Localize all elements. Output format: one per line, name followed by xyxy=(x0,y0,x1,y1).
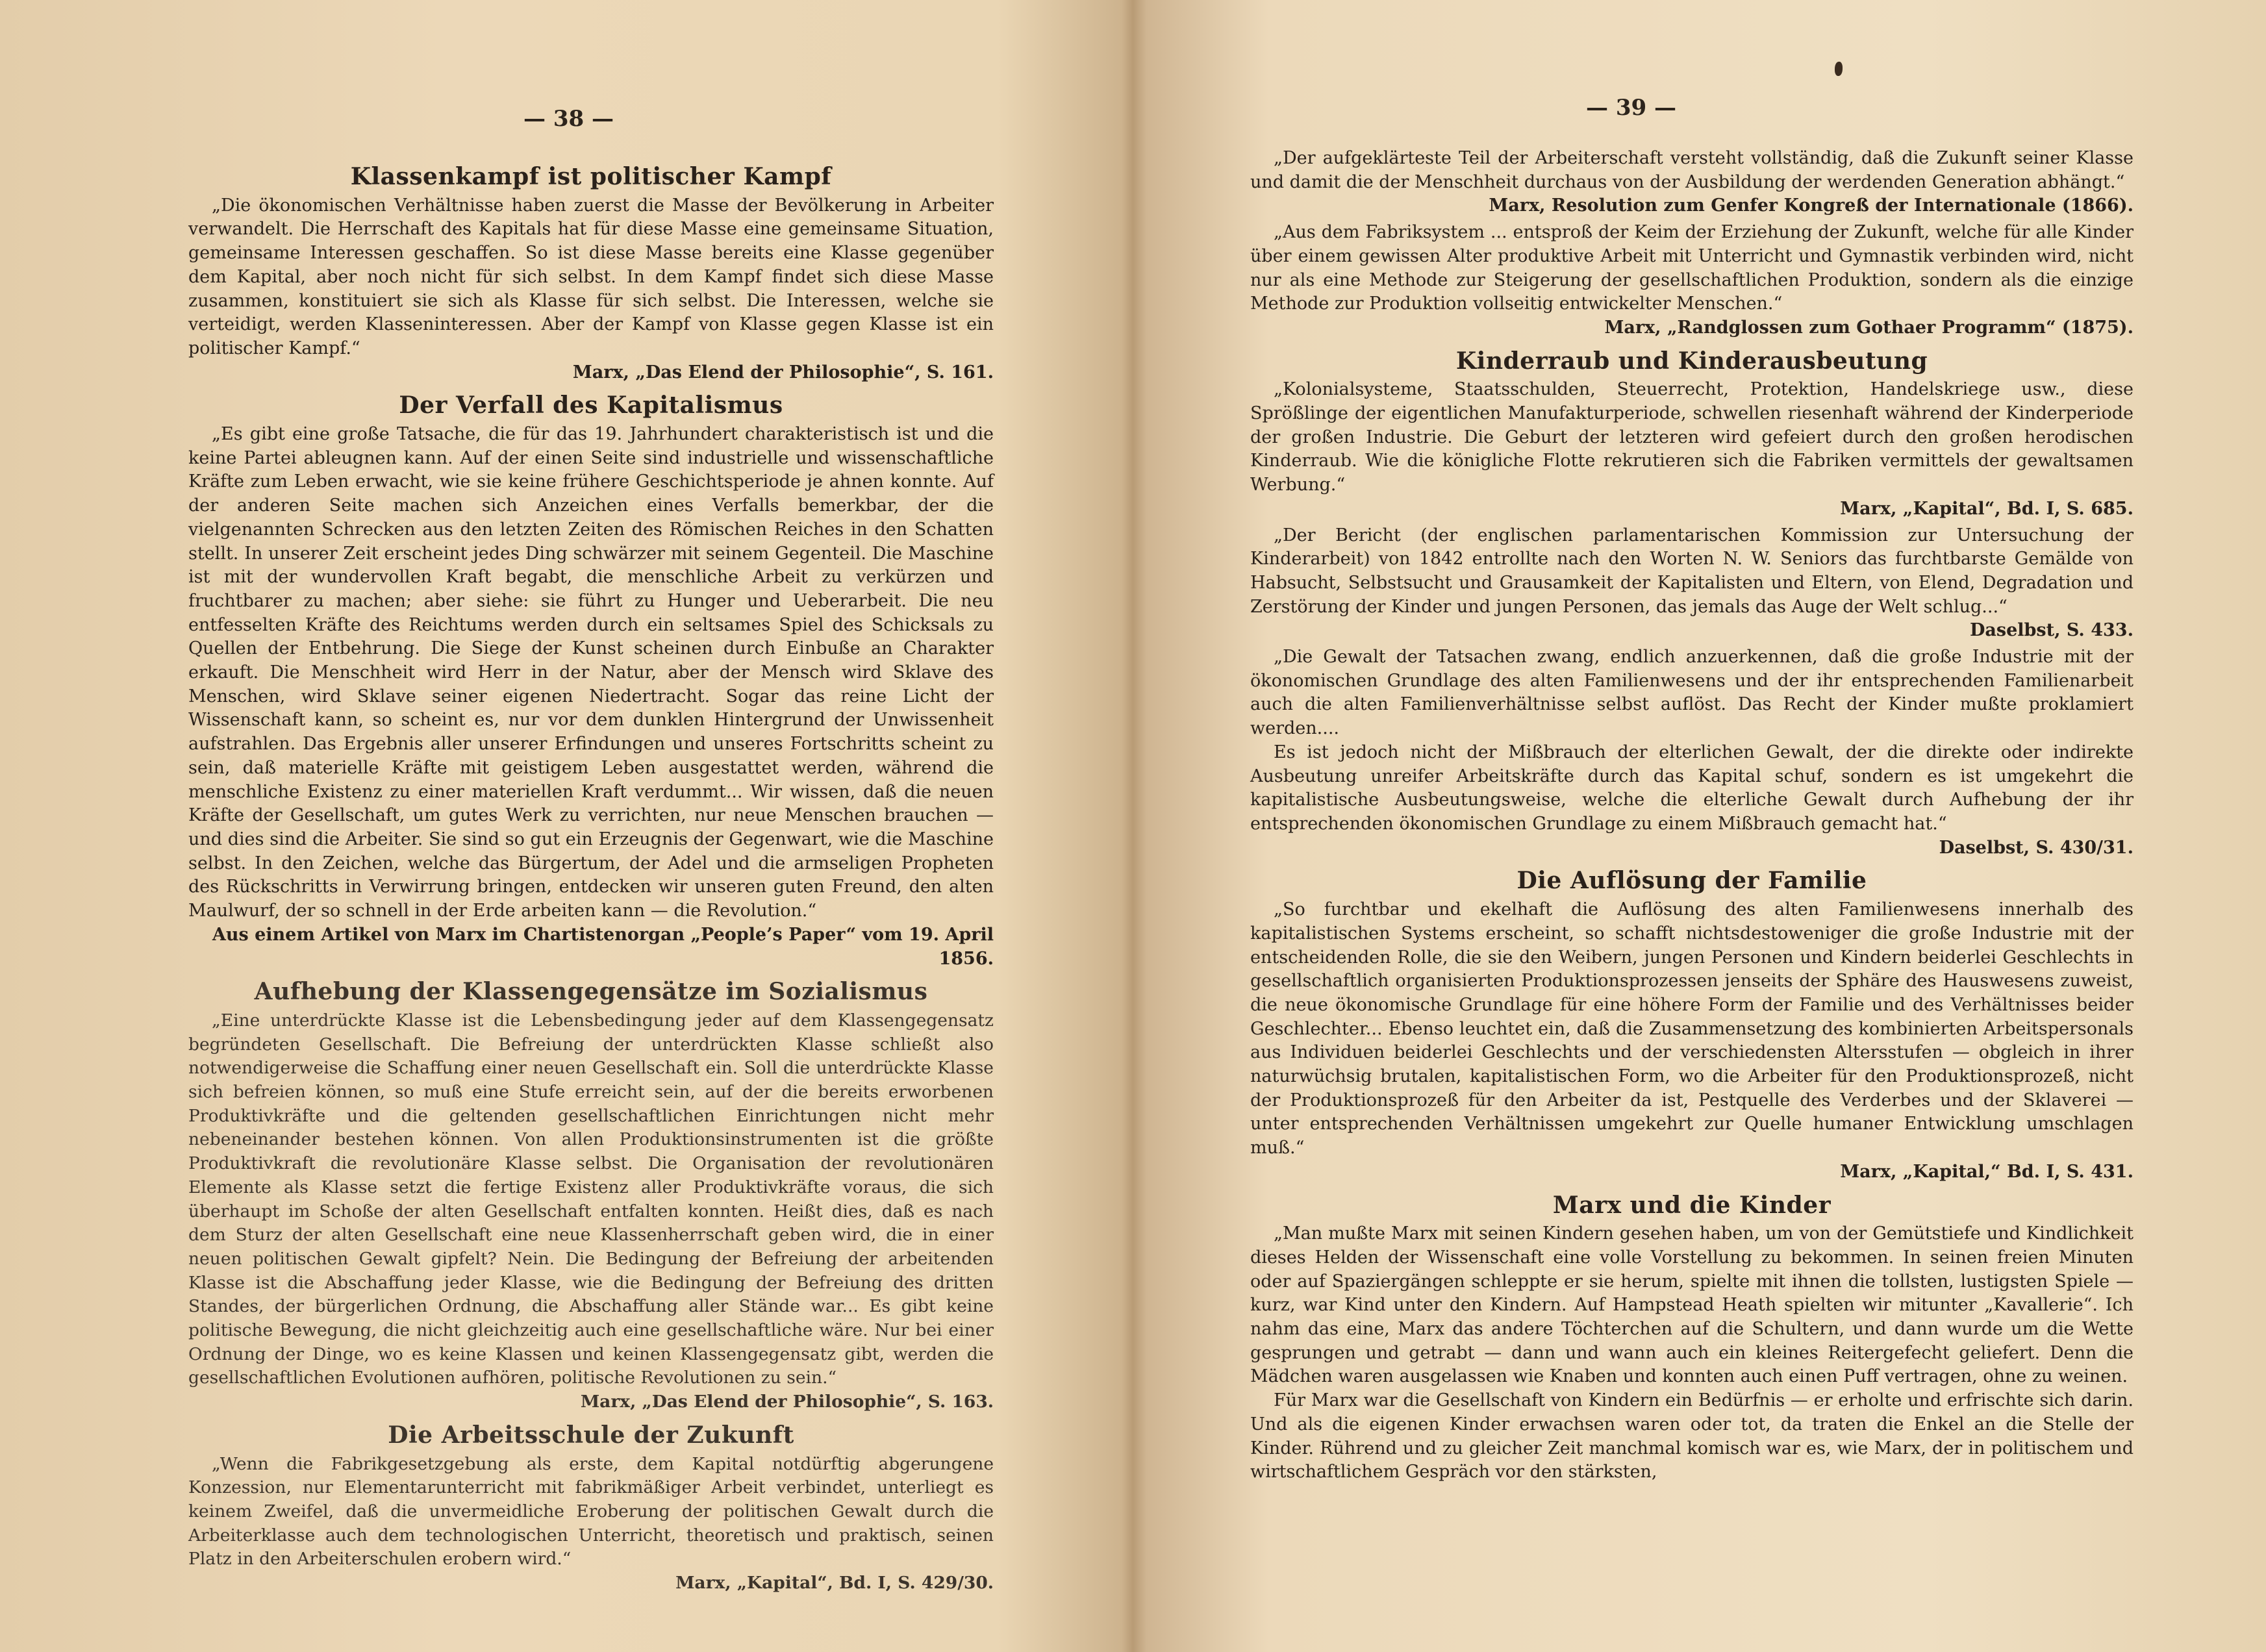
quote-paragraph: „Der Bericht (der englischen parlamentarischen Kommission zur Untersuchung der Kinderarbeit) von 1842 entrollte nach den Worten N. W. Seniors das furchtbarste Gemälde von Habsucht, Selbstsucht und Grausamkeit der Kapitalisten und Eltern, von Elend, Degradation und Zerstörung der Kinder und jungen Personen, das jemals das Auge der Welt schlug...“ xyxy=(1250,525,2134,617)
source-citation: Daselbst, S. 430/31. xyxy=(1939,837,2134,858)
right-page-text xyxy=(1250,147,2134,1484)
source-citation: Marx, „Das Elend der Philosophie“, S. 163. xyxy=(580,1392,994,1412)
quote-paragraph: Für Marx war die Gesellschaft von Kindern ein Bedürfnis — er erholte und erfrischte sich darin. Und als die eigenen Kinder erwachsen waren oder tot, da traten die Enkel an die Stelle der Kinder. Rührend und zu gleicher Zeit manchmal komisch war es, wie Marx, der in politischem und wirtschaftlichem Gespräch vor den stärksten, xyxy=(1250,1390,2134,1483)
section xyxy=(188,1423,994,1596)
right-page xyxy=(1124,0,2266,1652)
section-title: Aufhebung der Klassengegensätze im Sozialismus xyxy=(254,978,928,1006)
source-citation: Marx, „Das Elend der Philosophie“, S. 161. xyxy=(572,362,994,382)
quote-paragraph: „So furchtbar und ekelhaft die Auflösung des alten Familienwesens innerhalb des kapitalistischen Systems erscheint, so schafft nichtsdestoweniger die große Industrie mit der entscheidenden Rolle, die sie den Weibern, jungen Personen und Kindern beiderlei Geschlechts in gesellschaftlich organisierten Produktionsprozessen jenseits der Sphäre des Hauswesens zuweist, die neue ökonomische Grundlage für eine höhere Form der Familie und des Verhältnisses beider Geschlechter... Ebenso leuchtet ein, daß die Zusammensetzung des kombinierten Arbeitspersonals aus Individuen beiderlei Geschlechts und der verschiedensten Altersstufen — obgleich in ihrer naturwüchsig brutalen, kapitalistischen Form, wo die Arbeiter für den Produktionsprozeß, nicht der Produktionsprozeß für den Arbeiter da ist, Pestquelle des Verderbes und der Sklaverei — unter entsprechenden Verhältnissen umgekehrt zur Quelle humaner Entwicklung umschlagen muß.“ xyxy=(1250,899,2134,1158)
section xyxy=(188,980,994,1414)
section xyxy=(1250,1191,2134,1484)
quote-paragraph: „Der aufgeklärteste Teil der Arbeiterschaft versteht vollständig, daß die Zukunft seiner Klasse und damit die der Menschheit durchaus von der Ausbildung der werdenden Generation abhängt.“ xyxy=(1250,148,2134,192)
source-citation: Marx, „Kapital,“ Bd. I, S. 431. xyxy=(1840,1161,2134,1182)
quote-paragraph: Es ist jedoch nicht der Mißbrauch der elterlichen Gewalt, der die direkte oder indirekte Ausbeutung unreifer Arbeitskräfte durch das Kapital schuf, sondern es ist umgekehrt die kapitalistische Ausbeutungsweise, welche die elterliche Gewalt durch Aufhebung der ihr entsprechenden ökonomischen Grundlage zu einem Mißbrauch gemacht hat.“ xyxy=(1250,742,2134,834)
section xyxy=(1250,147,2134,218)
section xyxy=(188,394,994,971)
section-title: Marx und die Kinder xyxy=(1552,1191,1832,1219)
quote-paragraph: „Wenn die Fabrikgesetzgebung als erste, dem Kapital notdürftig abgerungene Konzession, nur Elementarunterricht mit fabrikmäßiger Arbeit verbindet, unterliegt es keinem Zweifel, daß die unvermeidliche Eroberung der politischen Gewalt durch die Arbeiterklasse auch dem technologischen Unterricht, theoretisch und praktisch, seinen Platz in den Arbeiterschulen erobern wird.“ xyxy=(188,1453,994,1570)
quote-paragraph: „Man mußte Marx mit seinen Kindern gesehen haben, um von der Gemütstiefe und Kindlichkeit dieses Helden der Wissenschaft eine volle Vorstellung zu bekommen. In seinen freien Minuten oder auf Spaziergängen schleppte er sie herum, spielte mit ihnen die tollsten, lustigsten Spiele — kurz, war Kind unter den Kindern. Auf Hampstead Heath spielten wir mitunter „Kavallerie“. Ich nahm das eine, Marx das andere Töchterchen auf die Schultern, und dann wurde um die Wette gesprungen und getrabt — dann und wann auch ein kleines Reitergefecht geliefert. Denn die Mädchen waren ausgelassen wie Knaben und konnten auch einen Puff vertragen, ohne zu weinen. xyxy=(1250,1223,2134,1387)
source-citation: Marx, „Randglossen zum Gothaer Programm“ (1875). xyxy=(1604,317,2134,338)
source-citation: Marx, Resolution zum Genfer Kongreß der Internationale (1866). xyxy=(1489,195,2134,216)
section xyxy=(1250,349,2134,521)
section-title: Die Auflösung der Familie xyxy=(1517,867,1867,895)
section-title: Der Verfall des Kapitalismus xyxy=(399,392,783,419)
section xyxy=(1250,524,2134,644)
page-number: — 39 — xyxy=(1586,95,1676,121)
section-title: Klassenkampf ist politischer Kampf xyxy=(350,163,832,190)
quote-paragraph: „Eine unterdrückte Klasse ist die Lebensbedingung jeder auf dem Klassengegensatz begründeten Gesellschaft. Die Befreiung der unterdrückten Klasse schließt also notwendigerweise die Schaffung einer neuen Gesellschaft ein. Soll die unterdrückte Klasse sich befreien können, so muß eine Stufe erreicht sein, auf der die bereits erworbenen Produktivkräfte und die geltenden gesellschaftlichen Einrichtungen nicht mehr nebeneinander bestehen können. Von allen Produktionsinstrumenten ist die größte Produktivkraft die revolutionäre Klasse selbst. Die Organisation der revolutionären Elemente als Klasse setzt die fertige Existenz aller Produktivkräfte voraus, die sich überhaupt im Schoße der alten Gesellschaft entfalten konnten. Heißt dies, daß es nach dem Sturz der alten Gesellschaft eine neue Klassenherrschaft geben wird, die in einer neuen politischen Gewalt gipfelt? Nein. Die Bedingung der Befreiung der arbeitenden Klasse ist die Abschaffung jeder Klasse, wie die Bedingung der Befreiung des dritten Standes, der bürgerlichen Ordnung, die Abschaffung aller Stände war... Es gibt keine politische Bewegung, die nicht gleichzeitig auch eine gesellschaftliche wäre. Nur bei einer Ordnung der Dinge, wo es keine Klassen und keinen Klassengegensatz gibt, werden die gesellschaftlichen Evolutionen aufhören, politische Revolutionen zu sein.“ xyxy=(188,1010,994,1388)
source-citation: Aus einem Artikel von Marx im Chartistenorgan „People’s Paper“ vom 19. April 1856. xyxy=(212,924,994,969)
quote-paragraph: „Die ökonomischen Verhältnisse haben zuerst die Masse der Bevölkerung in Arbeiter verwandelt. Die Herrschaft des Kapitals hat für diese Masse eine gemeinsame Situation, gemeinsame Interessen geschaffen. So ist diese Masse bereits eine Klasse gegenüber dem Kapital, aber noch nicht für sich selbst. In dem Kampf findet sich diese Masse zusammen, konstituiert sie sich als Klasse für sich selbst. Die Interessen, welche sie verteidigt, werden Klasseninteressen. Aber der Kampf von Klasse gegen Klasse ist ein politischer Kampf.“ xyxy=(188,195,994,358)
quote-paragraph: „Die Gewalt der Tatsachen zwang, endlich anzuerkennen, daß die große Industrie mit der ökonomischen Grundlage des alten Familienwesens und der ihr entsprechenden Familienarbeit auch die alten Familienverhältnisse selbst auflöst. Das Recht der Kinder mußte proklamiert werden.... xyxy=(1250,647,2134,739)
source-citation: Marx, „Kapital“, Bd. I, S. 685. xyxy=(1840,498,2134,519)
section xyxy=(188,165,994,384)
section xyxy=(1250,221,2134,340)
section-title: Die Arbeitsschule der Zukunft xyxy=(388,1421,794,1449)
source-citation: Marx, „Kapital“, Bd. I, S. 429/30. xyxy=(675,1573,994,1594)
page-number: — 38 — xyxy=(523,106,614,132)
quote-paragraph: „Aus dem Fabriksystem ... entsproß der Keim der Erziehung der Zukunft, welche für alle Kinder über einem gewissen Alter produktive Arbeit mit Unterricht und Gymnastik verbinden wird, nicht nur als eine Methode zur Steigerung der gesellschaftlichen Produktion, sondern als die einzige Methode zur Produktion vollseitig entwickelter Menschen.“ xyxy=(1250,222,2134,314)
source-citation: Daselbst, S. 433. xyxy=(1970,620,2134,641)
left-page xyxy=(0,0,1124,1652)
quote-paragraph: „Es gibt eine große Tatsache, die für das 19. Jahrhundert charakteristisch ist und die keine Partei ableugnen kann. Auf der einen Seite sind industrielle und wissenschaftliche Kräfte zum Leben erwacht, wie sie keine frühere Geschichtsperiode je ahnen konnte. Auf der anderen Seite machen sich Anzeichen eines Verfalls bemerkbar, der die vielgenannten Schrecken aus den letzten Zeiten des Römischen Reiches in den Schatten stellt. In unserer Zeit erscheint jedes Ding schwärzer mit seinem Gegenteil. Die Maschine ist mit der wundervollen Kraft begabt, die menschliche Arbeit zu verkürzen und fruchtbarer zu machen; aber siehe: sie führt zu Hunger und Ueberarbeit. Die neu entfesselten Kräfte des Reichtums werden durch ein seltsames Spiel des Schicksals zu Quellen der Entbehrung. Die Siege der Kunst scheinen durch Einbuße an Charakter erkauft. Die Menschheit wird Herr in der Natur, aber der Mensch wird Sklave des Menschen, wird Sklave seiner eigenen Niedertracht. Sogar das reine Licht der Wissenschaft kann, so scheint es, nur vor dem dunklen Hintergrund der Unwissenheit aufstrahlen. Das Ergebnis aller unserer Erfindungen und unseres Fortschritts scheint zu sein, daß materielle Kräfte mit geistigem Leben ausgestattet werden, während die menschliche Existenz zu einer materiellen Kraft verdummt... Wir wissen, daß die neuen Kräfte der Gesellschaft, um gutes Werk zu verrichten, nur neue Menschen brauchen — und dies sind die Arbeiter. Sie sind so gut ein Erzeugnis der Gegenwart, wie die Maschine selbst. In den Zeichen, welche das Bürgertum, der Adel und die armseligen Propheten des Rückschritts in Verwirrung bringen, entdecken wir unseren guten Freund, den alten Maulwurf, der so schnell in der Erde arbeiten kann — die Revolution.“ xyxy=(188,424,994,921)
section xyxy=(1250,645,2134,860)
left-page-text xyxy=(188,156,994,1598)
section-title: Kinderraub und Kinderausbeutung xyxy=(1455,347,1928,375)
quote-paragraph: „Kolonialsysteme, Staatsschulden, Steuerrecht, Protektion, Handelskriege usw., diese Sprößlinge der eigentlichen Manufakturperiode, schwellen riesenhaft während der Kinderperiode der großen Industrie. Die Geburt der letzteren wird gefeiert durch den großen herodischen Kinderraub. Wie die königliche Flotte rekrutieren sich die Fabriken vermittels der gewaltsamen Werbung.“ xyxy=(1250,379,2134,495)
section xyxy=(1250,869,2134,1184)
